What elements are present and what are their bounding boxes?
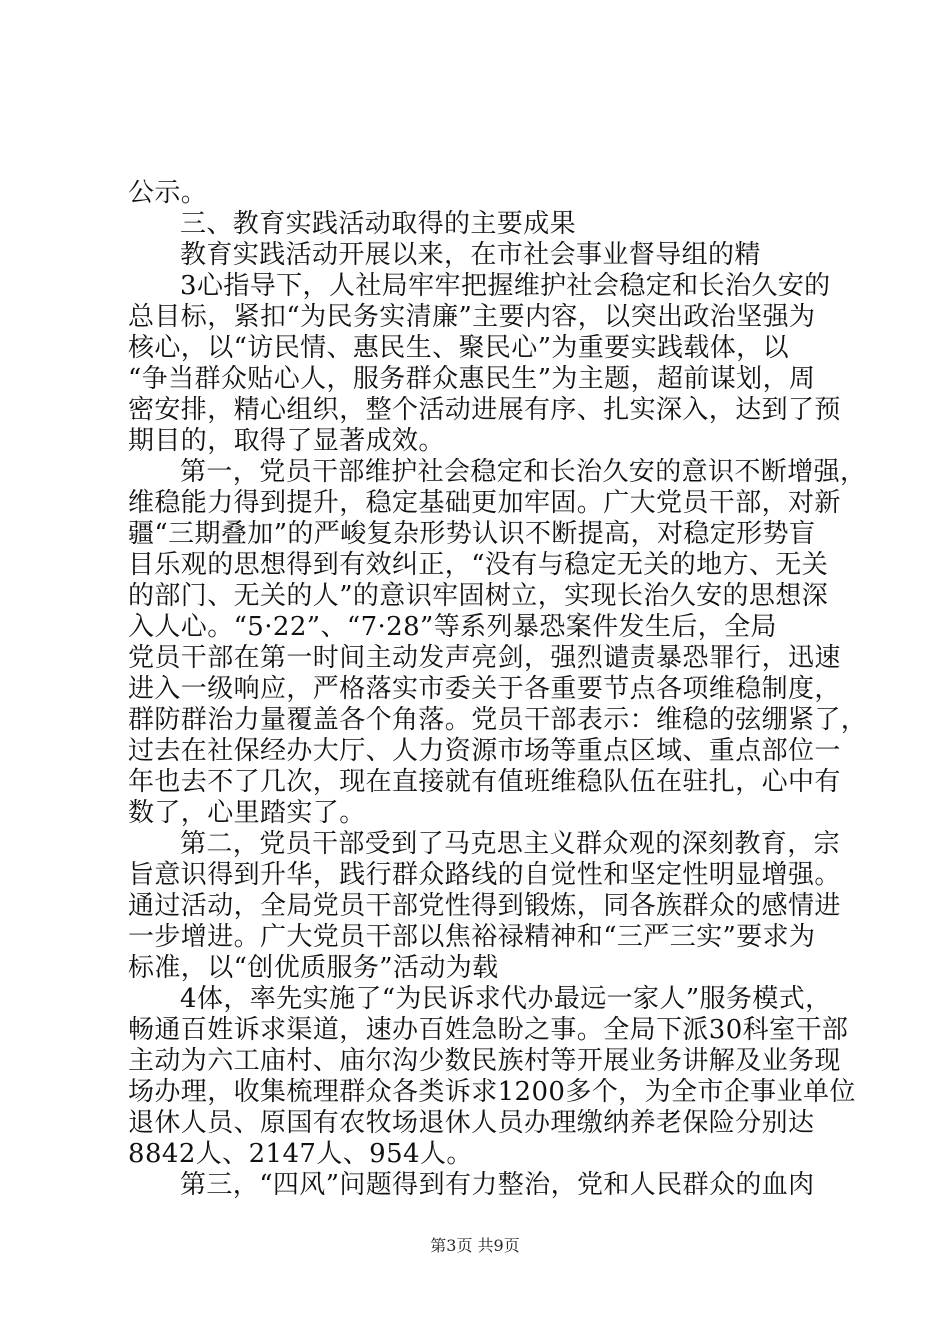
document-body [128,178,868,1201]
paragraph-line: 党员干部在第一时间主动发声亮剑，强烈谴责暴恐罪行，迅速 [128,643,841,673]
paragraph-line: 数了，心里踏实了。 [128,798,366,828]
paragraph-line: 进入一级响应，严格落实市委关于各重要节点各项维稳制度， [128,674,841,704]
paragraph-line: 维稳能力得到提升，稳定基础更加牢固。广大党员干部，对新 [128,488,841,518]
paragraph-line: 过去在社保经办大厅、人力资源市场等重点区域、重点部位一 [128,736,841,766]
paragraph-line: 第一，党员干部维护社会稳定和长治久安的意识不断增强， [180,457,867,487]
section-heading: 三、教育实践活动取得的主要成果 [180,209,577,239]
paragraph-line: 第二，党员干部受到了马克思主义群众观的深刻教育，宗 [180,829,841,859]
paragraph-line: 畅通百姓诉求渠道，速办百姓急盼之事。全局下派30科室干部 [128,1015,849,1045]
paragraph-line: 旨意识得到升华，践行群众路线的自觉性和坚定性明显增强。 [128,860,841,890]
paragraph-line: 4体，率先实施了“为民诉求代办最远一家人”服务模式， [180,984,832,1014]
paragraph-line: 退休人员、原国有农牧场退休人员办理缴纳养老保险分别达 [128,1108,815,1138]
paragraph-line: “争当群众贴心人，服务群众惠民生”为主题，超前谋划，周 [128,364,816,394]
paragraph-line: 疆“三期叠加”的严峻复杂形势认识不断提高，对稳定形势盲 [128,519,816,549]
paragraph-line: 场办理，收集梳理群众各类诉求1200多个，为全市企事业单位 [128,1077,856,1107]
paragraph-line: 期目的，取得了显著成效。 [128,426,445,456]
paragraph-line: 第三，“四风”问题得到有力整治，党和人民群众的血肉 [180,1170,815,1200]
paragraph-line: 标准，以“创优质服务”活动为载 [128,953,499,983]
text-line: 公示。 [128,178,208,208]
paragraph-line: 主动为六工庙村、庙尔沟少数民族村等开展业务讲解及业务现 [128,1046,841,1076]
paragraph-line: 年也去不了几次，现在直接就有值班维稳队伍在驻扎，心中有 [128,767,841,797]
paragraph-line: 3心指导下，人社局牢牢把握维护社会稳定和长治久安的 [180,271,831,301]
paragraph-line: 核心，以“访民情、惠民生、聚民心”为重要实践载体，以 [128,333,789,363]
paragraph-line: 密安排，精心组织，整个活动进展有序、扎实深入，达到了预 [128,395,841,425]
paragraph-line: 入人心。“5·22”、“7·28”等系列暴恐案件发生后，全局 [128,612,777,642]
page-footer: 第3页 共9页 [430,1236,520,1255]
paragraph-line: 一步增进。广大党员干部以焦裕禄精神和“三严三实”要求为 [128,922,816,952]
paragraph-line: 的部门、无关的人”的意识牢固树立，实现长治久安的思想深 [128,581,829,611]
paragraph-line: 8842人、2147人、954人。 [128,1139,473,1169]
paragraph-line: 教育实践活动开展以来，在市社会事业督导组的精 [180,240,761,270]
paragraph-line: 通过活动，全局党员干部党性得到锻炼，同各族群众的感情进 [128,891,841,921]
paragraph-line: 群防群治力量覆盖各个角落。党员干部表示：维稳的弦绷紧了， [128,705,868,735]
paragraph-line: 总目标，紧扣“为民务实清廉”主要内容，以突出政治坚强为 [128,302,816,332]
paragraph-line: 目乐观的思想得到有效纠正，“没有与稳定无关的地方、无关 [128,550,829,580]
